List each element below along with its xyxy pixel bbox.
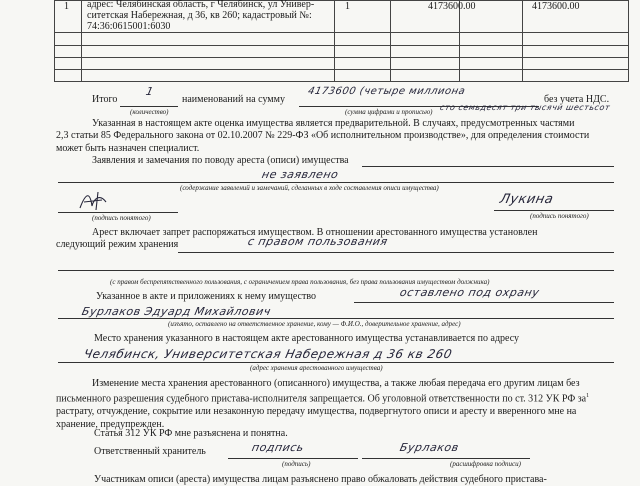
row-number: 1	[64, 1, 69, 12]
article-statement: Статья 312 УК РФ мне разъяснена и понятна.	[94, 428, 288, 439]
row-description	[87, 0, 332, 32]
footnote-marker: 1	[586, 393, 590, 400]
custody-label: Указанное в акте и приложениях к нему имущество	[96, 291, 317, 302]
arrest-line-2: следующий режим хранения	[56, 239, 179, 251]
valuation-line-3: может быть назначен специалист.	[56, 142, 200, 154]
row-total: 4173600.00	[532, 1, 580, 12]
custody-handwritten-2: Бурлаков Эдуард Михайлович	[80, 305, 273, 318]
liability-line-2: письменного разрешения судебного пристава-исполнителя запрещается. Об уголовной ответственности по ст. 312 УК РФ за	[56, 393, 587, 405]
witness-right-handwritten: Лукина	[498, 192, 555, 207]
keeper-label: Ответственный хранитель	[94, 446, 206, 457]
total-count-caption: (количество)	[130, 108, 169, 116]
valuation-line-2: 2,3 статьи 85 Федерального закона от 02.10.2007 № 229-ФЗ «Об исполнительном производстве», для определения стоимости	[56, 130, 590, 142]
total-suffix: без учета НДС.	[544, 94, 610, 105]
keeper-signature-handwritten: подпись	[250, 441, 306, 454]
arrest-line-1: Арест включает запрет распоряжаться имуществом. В отношении арестованного имущества установлен	[92, 227, 538, 238]
liability-line-3: растрату, отчуждение, сокрытие или незаконную передачу имущества, подвергнутого описи и аресту и вверенного мне на	[56, 406, 577, 418]
row-quantity: 1	[345, 1, 350, 12]
property-table	[54, 0, 629, 82]
total-sum-caption: (сумма цифрами и прописью)	[345, 108, 433, 116]
witness-left-caption: (подпись понятого)	[92, 214, 151, 222]
witness-left-signature	[76, 188, 116, 214]
total-count-handwritten: 1	[144, 85, 155, 98]
storage-caption: (адрес хранения арестованного имущества)	[250, 364, 383, 372]
valuation-paragraph	[56, 118, 589, 155]
valuation-line-1: Указанная в настоящем акте оценка имущества является предварительной. В случаях, предусмотренных частями	[92, 118, 575, 129]
storage-handwritten: Челябинск, Университетская Набережная д 36 кв 260	[82, 347, 454, 361]
total-sum-handwritten: 4173600 (четыре миллиона	[306, 86, 467, 97]
total-prefix: Итого	[92, 94, 118, 105]
statements-label: Заявления и замечания по поводу ареста (описи) имущества	[92, 155, 349, 166]
row-price: 4173600.00	[428, 1, 476, 12]
custody-caption: (изъято, оставлено на ответственное хранение, кому — Ф.И.О., доверительное хранение, адрес)	[168, 320, 461, 328]
row-description-line-3: 74:36:0615001:6030	[87, 21, 171, 32]
keeper-sign-caption: (подпись)	[282, 460, 311, 468]
witness-right-caption: (подпись понятого)	[530, 212, 589, 220]
liability-paragraph	[56, 378, 589, 431]
row-description-line-1: адрес: Челябинская область, г Челябинск, ул Универ-	[87, 0, 315, 10]
row-description-line-2: ситетская Набережная, д 36, кв 260; кадастровый №:	[87, 10, 312, 21]
keeper-name-handwritten: Бурлаков	[398, 441, 461, 454]
statements-handwritten: не заявлено	[260, 168, 340, 181]
storage-label: Место хранения указанного в настоящем акте арестованного имущества устанавливается по адресу	[94, 333, 520, 344]
keeper-name-caption: (расшифровка подписи)	[450, 460, 521, 468]
total-middle: наименований на сумму	[182, 94, 285, 105]
statements-caption: (содержание заявлений и замечаний, сделанных в ходе составления описи имущества)	[180, 184, 439, 192]
bottom-cut-text: Участникам описи (ареста) имущества лицам разъяснено право обжаловать действия судебного пристава-	[94, 474, 547, 485]
arrest-handwritten: с правом пользования	[246, 235, 390, 248]
liability-line-4: хранение, предупрежден.	[56, 418, 165, 430]
liability-line-1: Изменение места хранения арестованного (описанного) имущества, а также любая передача его другим лицам без	[92, 378, 580, 389]
arrest-caption: (с правом беспрепятственного пользования, с ограничением права пользования, без права пользования имуществом должника)	[110, 278, 490, 286]
custody-handwritten-1: оставлено под охрану	[398, 286, 541, 299]
total-sum-handwritten-2: сто семьдесят три тысячи шестьсот	[439, 103, 612, 112]
